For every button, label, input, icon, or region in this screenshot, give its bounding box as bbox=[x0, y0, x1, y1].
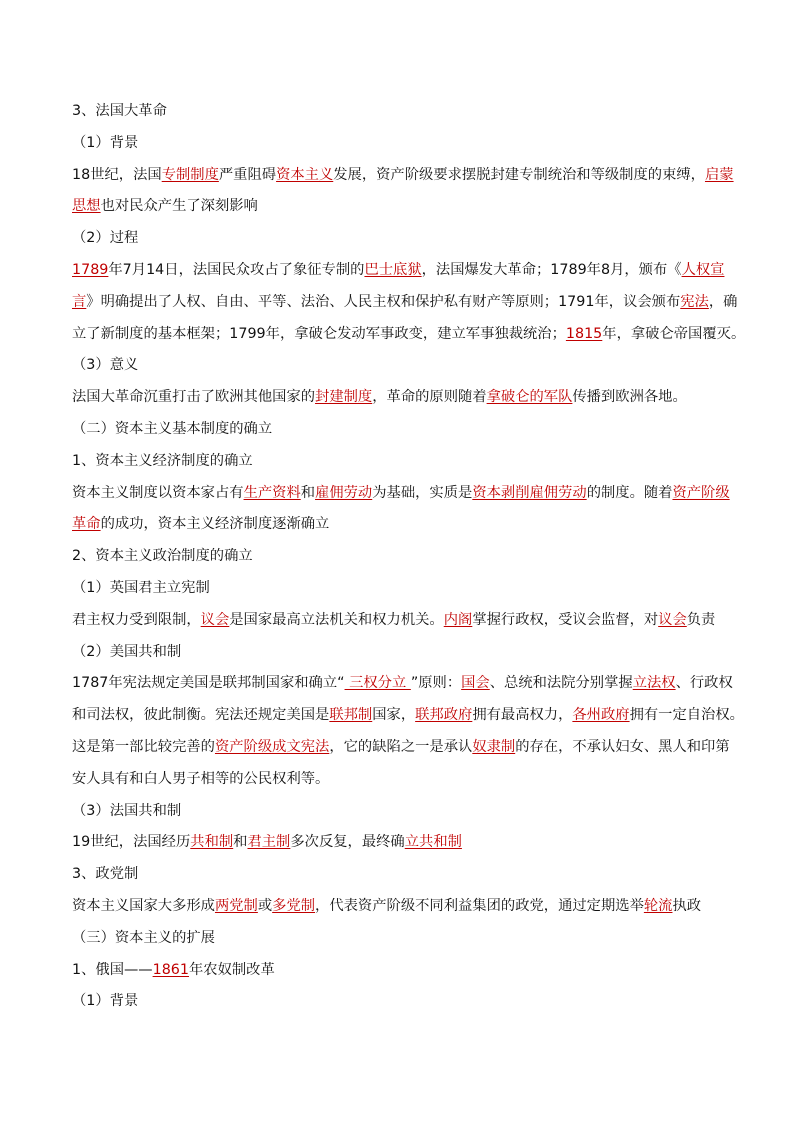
text-run: ，它的缺陷之一是承认 bbox=[329, 738, 473, 755]
highlighted-keyword: 共和制 bbox=[190, 834, 234, 851]
text-run: 和司法权，彼此制衡。宪法还规定美国是 bbox=[72, 707, 330, 724]
text-run: 立了新制度的基本框架；1799年，拿破仑发动军事政变，建立军事独裁统治； bbox=[72, 325, 566, 342]
highlighted-keyword: 封建制度 bbox=[315, 389, 373, 406]
text-line bbox=[72, 478, 732, 510]
text-line bbox=[72, 859, 732, 891]
text-run: 、行政权 bbox=[675, 675, 733, 692]
text-run: 或 bbox=[257, 897, 273, 914]
highlighted-keyword: 内阁 bbox=[443, 611, 473, 628]
highlighted-keyword: 多党制 bbox=[272, 897, 316, 914]
text-run: 拥有一定自治权。 bbox=[629, 707, 744, 724]
text-run: 3、政党制 bbox=[72, 866, 139, 883]
highlighted-keyword: 专制制度 bbox=[161, 166, 219, 183]
text-run: 3、法国大革命 bbox=[72, 103, 167, 119]
text-line bbox=[72, 160, 732, 192]
highlighted-keyword: 启蒙 bbox=[704, 166, 734, 183]
text-run: 传播到欧洲各地。 bbox=[572, 389, 687, 406]
highlighted-keyword: 国会 bbox=[461, 675, 490, 692]
text-run: 负责 bbox=[686, 611, 716, 628]
text-line bbox=[72, 827, 732, 859]
text-line bbox=[72, 350, 732, 382]
text-run: 掌握行政权，受议会监督，对 bbox=[472, 611, 659, 628]
text-line bbox=[72, 796, 732, 828]
text-run: （三）资本主义的扩展 bbox=[72, 929, 215, 946]
text-run: 18世纪，法国 bbox=[72, 166, 162, 183]
text-run: （2）过程 bbox=[72, 230, 139, 247]
text-run: （1）背景 bbox=[72, 993, 139, 1010]
text-run: 法国大革命沉重打击了欧洲其他国家的 bbox=[72, 389, 316, 406]
highlighted-keyword: 资本主义 bbox=[276, 166, 334, 183]
highlighted-keyword: 资产阶级成文宪法 bbox=[214, 738, 330, 755]
text-line bbox=[72, 891, 732, 923]
text-line bbox=[72, 223, 732, 255]
highlighted-keyword: 宪法 bbox=[680, 293, 709, 310]
text-run: ，革命的原则随着 bbox=[372, 389, 487, 406]
text-run: ，确 bbox=[708, 293, 738, 310]
text-line bbox=[72, 382, 732, 414]
text-run: （3）意义 bbox=[72, 357, 139, 374]
text-run: 年7月14日，法国民众攻占了象征专制的 bbox=[108, 261, 365, 278]
text-line bbox=[72, 191, 732, 223]
highlighted-keyword: 人权宣 bbox=[681, 261, 725, 278]
text-run: 是国家最高立法机关和权力机关。 bbox=[229, 611, 444, 628]
text-run: （1）英国君主立宪制 bbox=[72, 579, 210, 596]
text-run: 安人具有和白人男子相等的公民权利等。 bbox=[72, 770, 330, 787]
text-line bbox=[72, 955, 732, 987]
highlighted-keyword: 生产资料 bbox=[243, 484, 301, 501]
text-run: 执政 bbox=[672, 897, 702, 914]
text-run: 也对民众产生了深刻影响 bbox=[100, 198, 258, 215]
highlighted-keyword: 资产阶级 bbox=[672, 484, 730, 501]
highlighted-keyword: 君主制 bbox=[247, 834, 291, 851]
highlighted-keyword: 立共和制 bbox=[404, 834, 462, 851]
highlighted-keyword: 联邦政府 bbox=[415, 707, 473, 724]
highlighted-keyword: 巴士底狱 bbox=[364, 261, 422, 278]
text-line bbox=[72, 637, 732, 669]
text-run: （二）资本主义基本制度的确立 bbox=[72, 420, 273, 437]
document-page bbox=[72, 96, 746, 1018]
highlighted-keyword: 两党制 bbox=[214, 897, 258, 914]
text-line bbox=[72, 573, 732, 605]
text-run: 资本主义国家大多形成 bbox=[72, 897, 215, 914]
text-run: 资本主义制度以资本家占有 bbox=[72, 484, 244, 501]
text-line bbox=[72, 986, 732, 1018]
text-line bbox=[72, 764, 732, 796]
text-line bbox=[72, 541, 732, 573]
text-line bbox=[72, 732, 732, 764]
text-run: 严重阻碍 bbox=[218, 166, 277, 183]
text-run: （2）美国共和制 bbox=[72, 643, 182, 660]
text-run: 和 bbox=[233, 834, 248, 851]
highlighted-keyword: 议会 bbox=[658, 611, 687, 628]
text-line bbox=[72, 414, 732, 446]
highlighted-keyword: 轮流 bbox=[643, 897, 673, 914]
text-run: 年农奴制改革 bbox=[188, 961, 275, 978]
text-line bbox=[72, 319, 746, 351]
text-run: 的存在，不承认妇女、黑人和印第 bbox=[515, 738, 730, 755]
highlighted-keyword: 革命 bbox=[72, 516, 101, 533]
text-line bbox=[72, 509, 732, 541]
text-run: 、总统和法院分别掌握 bbox=[489, 675, 633, 692]
text-run: 君主权力受到限制， bbox=[72, 611, 201, 628]
text-run: 的制度。随着 bbox=[586, 484, 673, 501]
highlighted-keyword: 资本剥削雇佣劳动 bbox=[472, 484, 587, 501]
text-line bbox=[72, 605, 732, 637]
highlighted-keyword: 1789 bbox=[72, 261, 109, 278]
text-run: （1）背景 bbox=[72, 134, 139, 151]
text-run: 发展，资产阶级要求摆脱封建专制统治和等级制度的束缚， bbox=[333, 166, 705, 183]
highlighted-keyword: 拿破仑的军队 bbox=[486, 389, 573, 406]
highlighted-keyword: 立法权 bbox=[632, 675, 676, 692]
text-run: 多次反复，最终确 bbox=[290, 834, 405, 851]
text-run: 1787年宪法规定美国是联邦制国家和确立“ bbox=[72, 675, 345, 692]
text-run: 为基础，实质是 bbox=[372, 484, 473, 501]
text-run: ，代表资产阶级不同利益集团的政党，通过定期选举 bbox=[315, 897, 644, 914]
highlighted-keyword: 三权分立 bbox=[344, 675, 411, 692]
text-run: （3）法国共和制 bbox=[72, 802, 182, 819]
text-run: 拥有最高权力， bbox=[472, 707, 573, 724]
highlighted-keyword: 1861 bbox=[152, 961, 189, 978]
text-run: ，法国爆发大革命；1789年8月，颁布《 bbox=[421, 261, 682, 278]
text-run: 年，拿破仑帝国覆灭。 bbox=[602, 325, 746, 342]
highlighted-keyword: 各州政府 bbox=[572, 707, 630, 724]
highlighted-keyword: 奴隶制 bbox=[472, 738, 516, 755]
highlighted-keyword: 联邦制 bbox=[329, 707, 373, 724]
text-run: 》明确提出了人权、自由、平等、法治、人民主权和保护私有财产等原则；1791年，议会颁布 bbox=[86, 293, 681, 310]
highlighted-keyword: 1815 bbox=[565, 325, 603, 342]
text-line bbox=[72, 287, 738, 319]
text-run: 19世纪，法国经历 bbox=[72, 834, 191, 851]
text-run: 的成功，资本主义经济制度逐渐确立 bbox=[100, 516, 330, 533]
highlighted-keyword: 思想 bbox=[72, 198, 101, 215]
text-run: 1、资本主义经济制度的确立 bbox=[72, 452, 253, 469]
text-run: ”原则： bbox=[410, 675, 462, 692]
text-line bbox=[72, 128, 732, 160]
text-line bbox=[72, 255, 732, 287]
text-line bbox=[72, 700, 744, 732]
text-run: 2、资本主义政治制度的确立 bbox=[72, 548, 253, 565]
highlighted-keyword: 言 bbox=[72, 293, 87, 310]
text-line bbox=[72, 96, 732, 128]
text-line bbox=[72, 923, 732, 955]
text-run: 这是第一部比较完善的 bbox=[72, 738, 215, 755]
highlighted-keyword: 议会 bbox=[200, 611, 230, 628]
text-line bbox=[72, 446, 732, 478]
text-run: 国家， bbox=[372, 707, 416, 724]
highlighted-keyword: 雇佣劳动 bbox=[315, 484, 373, 501]
text-run: 1、俄国—— bbox=[72, 961, 153, 978]
text-line bbox=[72, 668, 732, 700]
text-run: 和 bbox=[300, 484, 316, 501]
